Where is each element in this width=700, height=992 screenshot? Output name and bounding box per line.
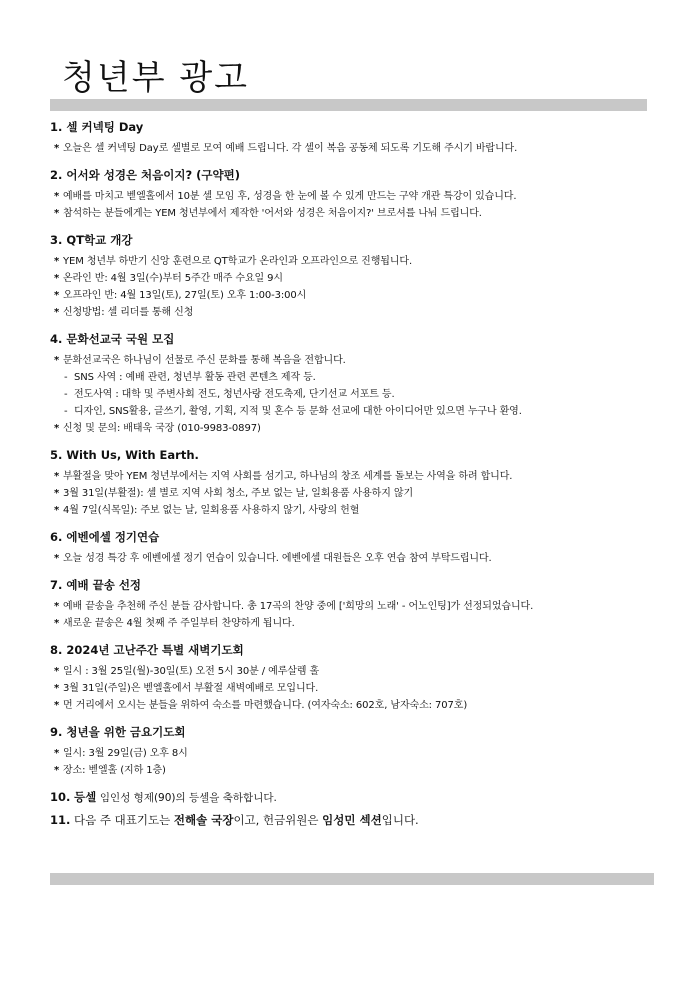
announcement-heading: 7. 예배 끝송 선정 — [50, 578, 142, 592]
announcement-text: 다음 주 대표기도는 — [74, 813, 174, 827]
bullet-item: * YEM 청년부 하반기 신앙 훈련으로 QT학교가 온라인과 오프라인으로 진행됩니다. — [50, 253, 660, 270]
bullet-item: * 참석하는 분들에게는 YEM 청년부에서 제작한 '어서와 성경은 처음이지?' 브로셔를 나눠 드립니다. — [50, 205, 660, 222]
announcement-heading: 5. With Us, With Earth. — [50, 448, 199, 462]
bullet-item: * 4월 7일(식목일): 주보 없는 날, 일회용품 사용하지 않기, 사랑의 헌혈 — [50, 502, 660, 519]
bullet-item: * 예배 끝송을 추천해 주신 분들 감사합니다. 총 17곡의 찬양 중에 ['희망의 노래' - 어노인팅]가 선정되었습니다. — [50, 598, 660, 615]
bullet-item: * 문화선교국은 하나님이 선물로 주신 문화를 통해 복음을 전합니다. — [50, 352, 660, 369]
announcement-4 — [50, 331, 660, 437]
announcement-5 — [50, 447, 660, 519]
announcement-heading: 4. 문화선교국 국원 모집 — [50, 332, 175, 346]
bullet-item: * 먼 거리에서 오시는 분들을 위하여 숙소를 마련했습니다. (여자숙소: 602호, 남자숙소: 707호) — [50, 697, 660, 714]
announcement-number: 11. — [50, 813, 71, 827]
announcement-text: 입니다. — [381, 813, 419, 827]
announcement-keyword: 등셀 — [74, 790, 97, 804]
sub-item: - 디자인, SNS활용, 글쓰기, 촬영, 기획, 지적 및 혼수 등 문화 선교에 대한 아이디어만 있으면 누구나 환영. — [50, 403, 660, 420]
announcement-heading: 8. 2024년 고난주간 특별 새벽기도회 — [50, 643, 244, 657]
sub-item: - SNS 사역 : 예배 관련, 청년부 활동 관련 콘텐츠 제작 등. — [50, 369, 660, 386]
announcement-9 — [50, 724, 660, 779]
announcement-heading: 9. 청년을 위한 금요기도회 — [50, 725, 186, 739]
announcement-heading: 6. 에벤에셀 정기연습 — [50, 530, 160, 544]
bullet-item: * 오늘은 셀 커넥팅 Day로 셀별로 모여 예배 드립니다. 각 셀이 복음 공동체 되도록 기도해 주시기 바랍니다. — [50, 140, 660, 157]
bullet-item: * 3월 31일(주일)은 벧엘홀에서 부활절 새벽예배로 모입니다. — [50, 680, 660, 697]
bullet-item: * 신청방법: 셀 리더를 통해 신청 — [50, 304, 660, 321]
bullet-item: * 오늘 성경 특강 후 에벤에셀 정기 연습이 있습니다. 에벤에셀 대원들은 오후 연습 참여 부탁드립니다. — [50, 550, 660, 567]
sub-item: - 전도사역 : 대학 및 주변사회 전도, 청년사랑 전도축제, 단기선교 서포트 등. — [50, 386, 660, 403]
bullet-item: * 장소: 벧엘홀 (지하 1층) — [50, 762, 660, 779]
bullet-item: * 온라인 반: 4월 3일(수)부터 5주간 매주 수요일 9시 — [50, 270, 660, 287]
bullet-item: * 오프라인 반: 4월 13일(토), 27일(토) 오후 1:00-3:00시 — [50, 287, 660, 304]
announcement-heading: 2. 어서와 성경은 처음이지? (구약편) — [50, 168, 240, 182]
announcement-7 — [50, 577, 660, 632]
announcement-heading: 3. QT학교 개강 — [50, 233, 133, 247]
announcement-11 — [50, 812, 660, 829]
announcement-1 — [50, 119, 660, 157]
header-divider-bar — [50, 99, 647, 111]
announcement-6 — [50, 529, 660, 567]
footer-divider-bar — [50, 873, 654, 885]
announcement-text: 임인성 형제(90)의 등셀을 축하합니다. — [99, 792, 277, 804]
announcement-10 — [50, 789, 660, 806]
bullet-item: * 신청 및 문의: 배태욱 국장 (010-9983-0897) — [50, 420, 660, 437]
bullet-item: * 새로운 끝송은 4월 첫째 주 주일부터 찬양하게 됩니다. — [50, 615, 660, 632]
prayer-leader-name: 전해솔 국장 — [173, 813, 234, 827]
announcement-text: 이고, 헌금위원은 — [233, 813, 323, 827]
bullet-item: * 일시 : 3월 25일(월)-30일(토) 오전 5시 30분 / 예루살렘 홀 — [50, 663, 660, 680]
bullet-item: * 부활절을 맞아 YEM 청년부에서는 지역 사회를 섬기고, 하나님의 창조 세계를 돌보는 사역을 하려 합니다. — [50, 468, 660, 485]
offering-member-name: 임성민 섹션 — [322, 813, 382, 827]
announcement-3 — [50, 232, 660, 321]
announcement-heading: 1. 셀 커넥팅 Day — [50, 120, 144, 134]
announcement-2 — [50, 167, 660, 222]
bullet-item: * 3월 31일(부활절): 셀 별로 지역 사회 청소, 주보 없는 날, 일회용품 사용하지 않기 — [50, 485, 660, 502]
announcement-number: 10. — [50, 790, 71, 804]
page-title: 청년부 광고 — [62, 58, 250, 98]
announcement-8 — [50, 642, 660, 714]
bullet-item: * 일시: 3월 29일(금) 오후 8시 — [50, 745, 660, 762]
announcement-list — [50, 119, 660, 829]
bullet-item: * 예배를 마치고 벧엘홀에서 10분 셀 모임 후, 성경을 한 눈에 볼 수 있게 만드는 구약 개관 특강이 있습니다. — [50, 188, 660, 205]
